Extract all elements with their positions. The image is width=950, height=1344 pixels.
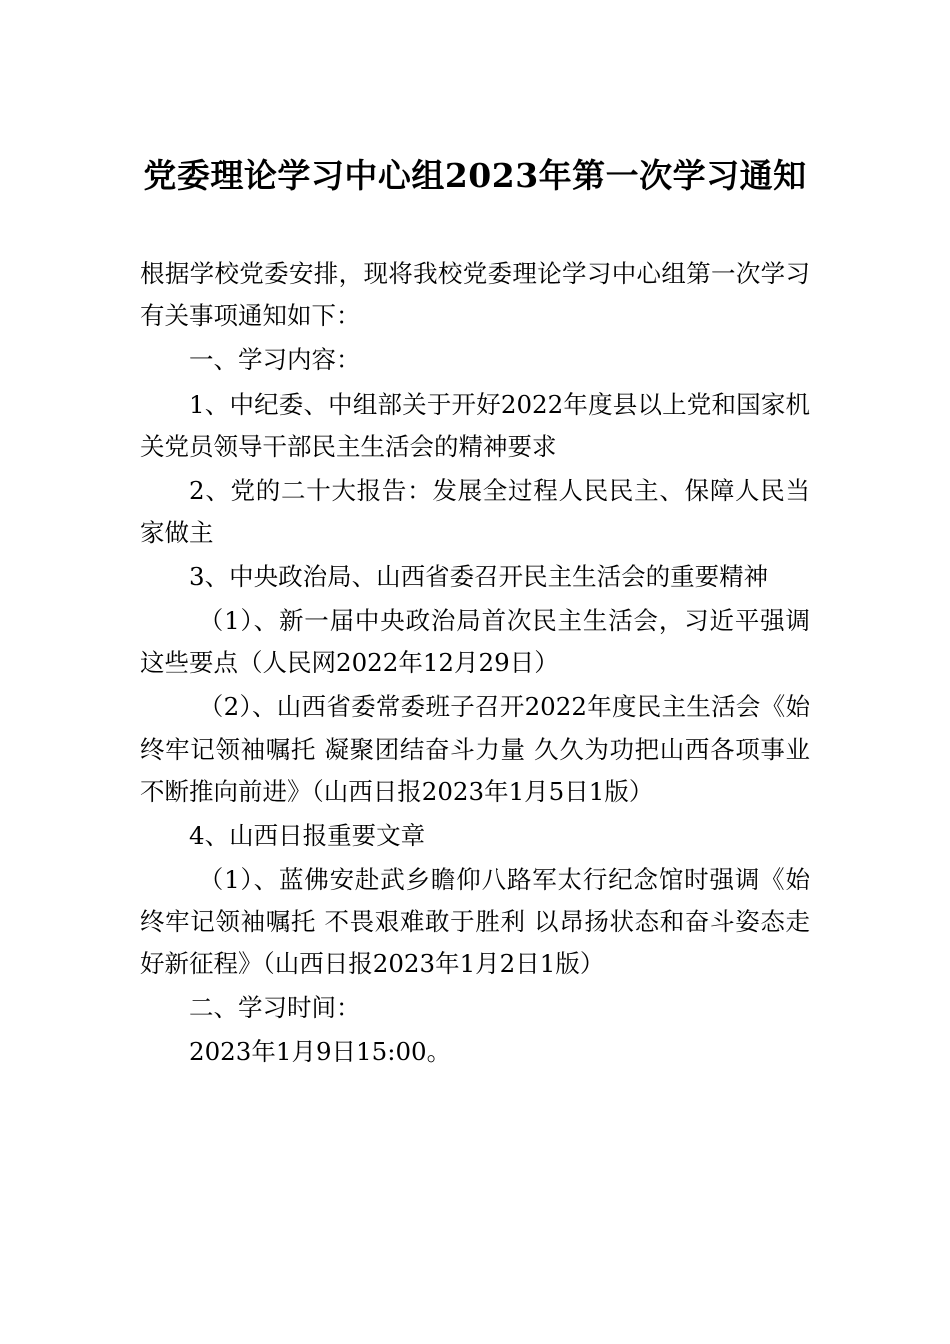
paragraph-item-1: 1、中纪委、中组部关于开好2022年度县以上党和国家机关党员领导干部民主生活会的精神要求 (140, 389, 810, 461)
document-body (140, 253, 810, 1073)
paragraph-item-3: 3、中央政治局、山西省委召开民主生活会的重要精神 (189, 562, 769, 592)
paragraph-section-1-heading: 一、学习内容： (189, 345, 361, 375)
paragraph-intro: 根据学校党委安排，现将我校党委理论学习中心组第一次学习有关事项通知如下： (140, 259, 810, 331)
page-title: 党委理论学习中心组2023年第一次学习通知 (143, 156, 807, 195)
paragraph-item-3-sub-2: （2）、山西省委常委班子召开2022年度民主生活会《始终牢记领袖嘱托 凝聚团结奋斗力量 久久为功把山西各项事业不断推向前进》（山西日报2023年1月5日1版） (140, 692, 810, 806)
paragraph-item-2: 2、党的二十大报告：发展全过程人民民主、保障人民当家做主 (140, 475, 810, 547)
paragraph-study-time: 2023年1月9日15:00。 (189, 1037, 452, 1067)
paragraph-item-4: 4、山西日报重要文章 (189, 820, 426, 850)
paragraph-item-4-sub-1: （1）、蓝佛安赴武乡瞻仰八路军太行纪念馆时强调《始终牢记领袖嘱托 不畏艰难敢于胜利 以昂扬状态和奋斗姿态走好新征程》（山西日报2023年1月2日1版） (140, 864, 810, 979)
paragraph-item-3-sub-1: （1）、新一届中央政治局首次民主生活会，习近平强调这些要点（人民网2022年12月29日） (140, 606, 810, 678)
paragraph-section-2-heading: 二、学习时间： (189, 993, 361, 1023)
